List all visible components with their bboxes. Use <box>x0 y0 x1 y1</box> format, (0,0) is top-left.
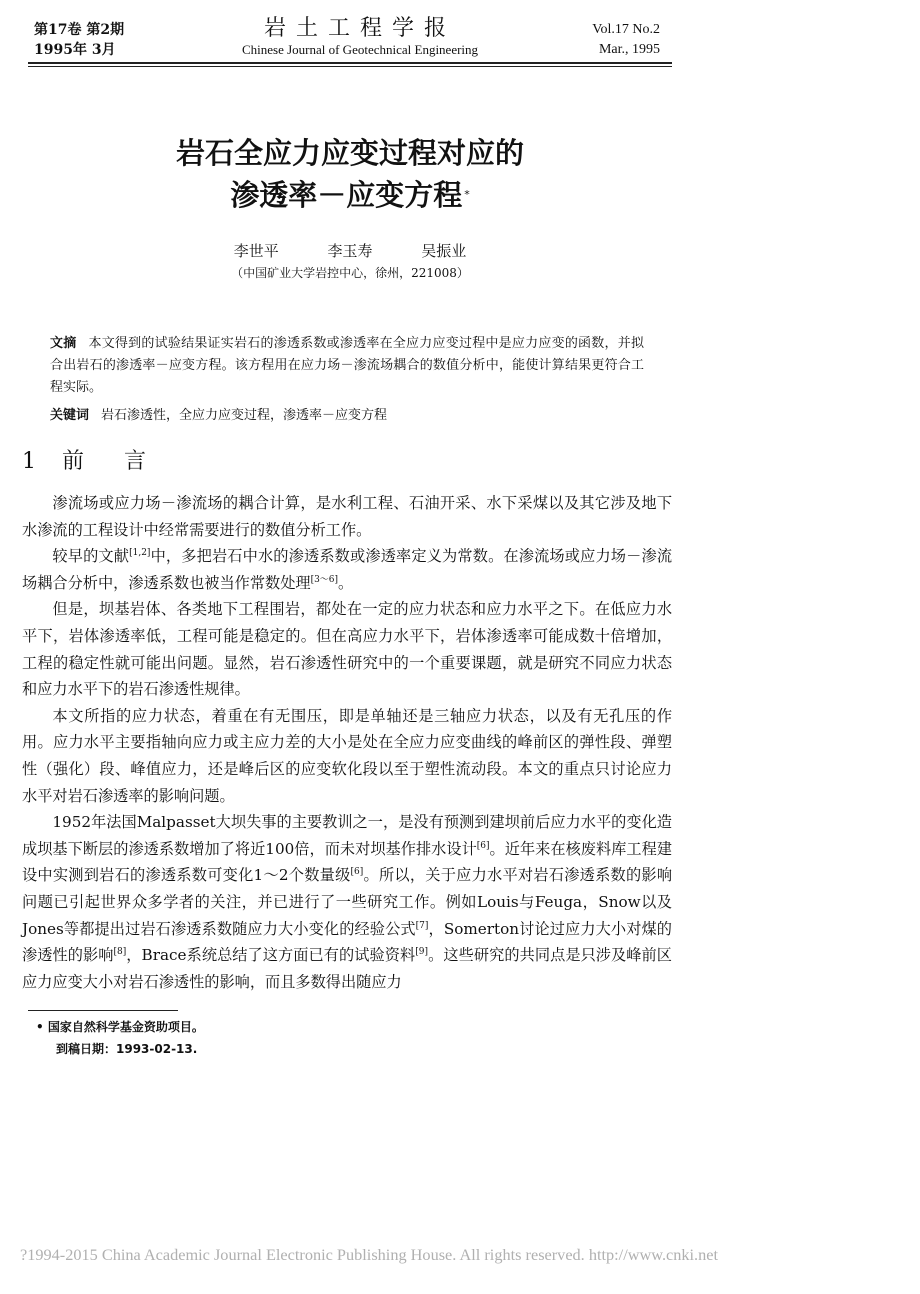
footnote-rule <box>28 1010 178 1011</box>
paragraph-4: 本文所指的应力状态，着重在有无围压，即是单轴还是三轴应力状态，以及有无孔压的作用。应力水平主要指轴向应力或主应力差的大小是处在全应力应变曲线的峰前区的弹性段、弹塑性（强化）段、峰值应力，还是峰后区的应变软化段以至于塑性流动段。本文的重点只讨论应力水平对岩石渗透率的影响问题。 <box>22 706 672 805</box>
header-rule-thin <box>28 66 672 67</box>
p5-text-d: ，Somerton讨论过应力大小对煤的渗透性的影响 <box>22 919 672 965</box>
p5-text-a: 1952年法国Malpasset大坝失事的主要教训之一，是没有预测到建坝前后应力水平的变化造成坝基下断层的渗透系数增加了将近100倍，而未对坝基作排水设计 <box>22 813 672 858</box>
p5-text-b: 。近年来在核废料库工程建设中实测到岩石的渗透系数可变化1～2个数量级 <box>22 839 673 885</box>
abstract <box>50 333 644 399</box>
keywords <box>50 405 644 427</box>
author-1: 李世平 <box>233 242 279 260</box>
citation: [8] <box>113 947 127 958</box>
keywords-label: 关键词 <box>50 408 90 423</box>
title-line-2-text: 渗透率－应变方程 <box>230 178 463 212</box>
volume-en: Vol.17 No.2 <box>592 22 660 37</box>
citation: [9] <box>415 947 429 958</box>
title-line-2 <box>80 174 620 216</box>
keywords-text: 岩石渗透性，全应力应变过程，渗透率－应变方程 <box>101 408 388 423</box>
citation: [6] <box>476 840 490 851</box>
author-2: 李玉寿 <box>327 242 373 260</box>
issue-info <box>34 20 124 60</box>
header-rule-thick <box>28 62 672 64</box>
date-line: 1995年 3月 <box>34 42 116 58</box>
p5-text-e: ，Brace系统总结了这方面已有的试验资料 <box>126 946 416 965</box>
abstract-text: 本文得到的试验结果证实岩石的渗透系数或渗透率在全应力应变过程中是应力应变的函数，并拟合出岩石的渗透率－应变方程。该方程用在应力场－渗流场耦合的数值分析中，能使计算结果更符合工程实际。 <box>50 336 644 395</box>
p2-text-a: 较早的文献 <box>52 547 130 566</box>
volume-line: 第17卷 第2期 <box>34 22 125 38</box>
section-title: 前言 <box>62 449 187 474</box>
p2-text-b: 中，多把岩石中水的渗透系数或渗透率定义为常数。在渗流场或应力场－渗流场耦合分析中，渗透系数也被当作常数处理 <box>22 547 673 592</box>
issue-info-en <box>560 20 660 60</box>
abstract-label: 文摘 <box>50 336 77 351</box>
date-en: Mar., 1995 <box>598 42 660 57</box>
title-footnote-mark: * <box>464 188 470 201</box>
journal-masthead <box>190 16 530 58</box>
received-date: 到稿日期：1993-02-13. <box>56 1042 198 1056</box>
journal-name-cn: 岩土工程学报 <box>263 16 456 41</box>
author-list <box>80 240 620 262</box>
journal-name-en: Chinese Journal of Geotechnical Engineering <box>241 42 479 57</box>
body-text <box>22 490 672 995</box>
citation: [6] <box>350 867 364 878</box>
footnote <box>36 1016 204 1060</box>
p2-text-c: 。 <box>338 573 354 592</box>
copyright-line: ?1994-2015 China Academic Journal Electronic Publishing House. All rights reserved. http://www.cnki.net <box>20 1245 719 1264</box>
paragraph-1: 渗流场或应力场－渗流场的耦合计算，是水利工程、石油开采、水下采煤以及其它涉及地下水渗流的工程设计中经常需要进行的数值分析工作。 <box>22 494 672 539</box>
author-3: 吴振业 <box>421 242 467 260</box>
citation: [7] <box>415 920 429 931</box>
section-heading <box>22 447 186 477</box>
paragraph-2 <box>22 543 672 596</box>
paragraph-5 <box>22 809 672 995</box>
citation: [3～6] <box>310 574 339 585</box>
citation: [1,2] <box>129 548 151 559</box>
p5-text-f: 。这些研究的共同点是只涉及峰前区应力应变大小对岩石渗透性的影响，而且多数得出随应力 <box>22 946 672 991</box>
p5-text-c: 。所以，关于应力水平对岩石渗透系数的影响问题已引起世界众多学者的关注，并已进行了一些研究工作。例如Louis与Feuga，Snow以及Jones等都提出过岩石渗透系数随应力大小变化的经验公式 <box>22 866 673 938</box>
section-number: 1 <box>22 449 36 474</box>
paper-title <box>80 132 620 216</box>
funding-note: • 国家自然科学基金资助项目。 <box>36 1020 204 1034</box>
paragraph-3: 但是，坝基岩体、各类地下工程围岩，都处在一定的应力状态和应力水平之下。在低应力水平下，岩体渗透率低，工程可能是稳定的。但在高应力水平下，岩体渗透率可能成数十倍增加，工程的稳定性就可能出问题。显然，岩石渗透性研究中的一个重要课题，就是研究不同应力状态和应力水平下的岩石渗透性规律。 <box>22 600 672 699</box>
title-line-1: 岩石全应力应变过程对应的 <box>175 136 524 170</box>
affiliation: （中国矿业大学岩控中心，徐州，221008） <box>231 266 469 280</box>
